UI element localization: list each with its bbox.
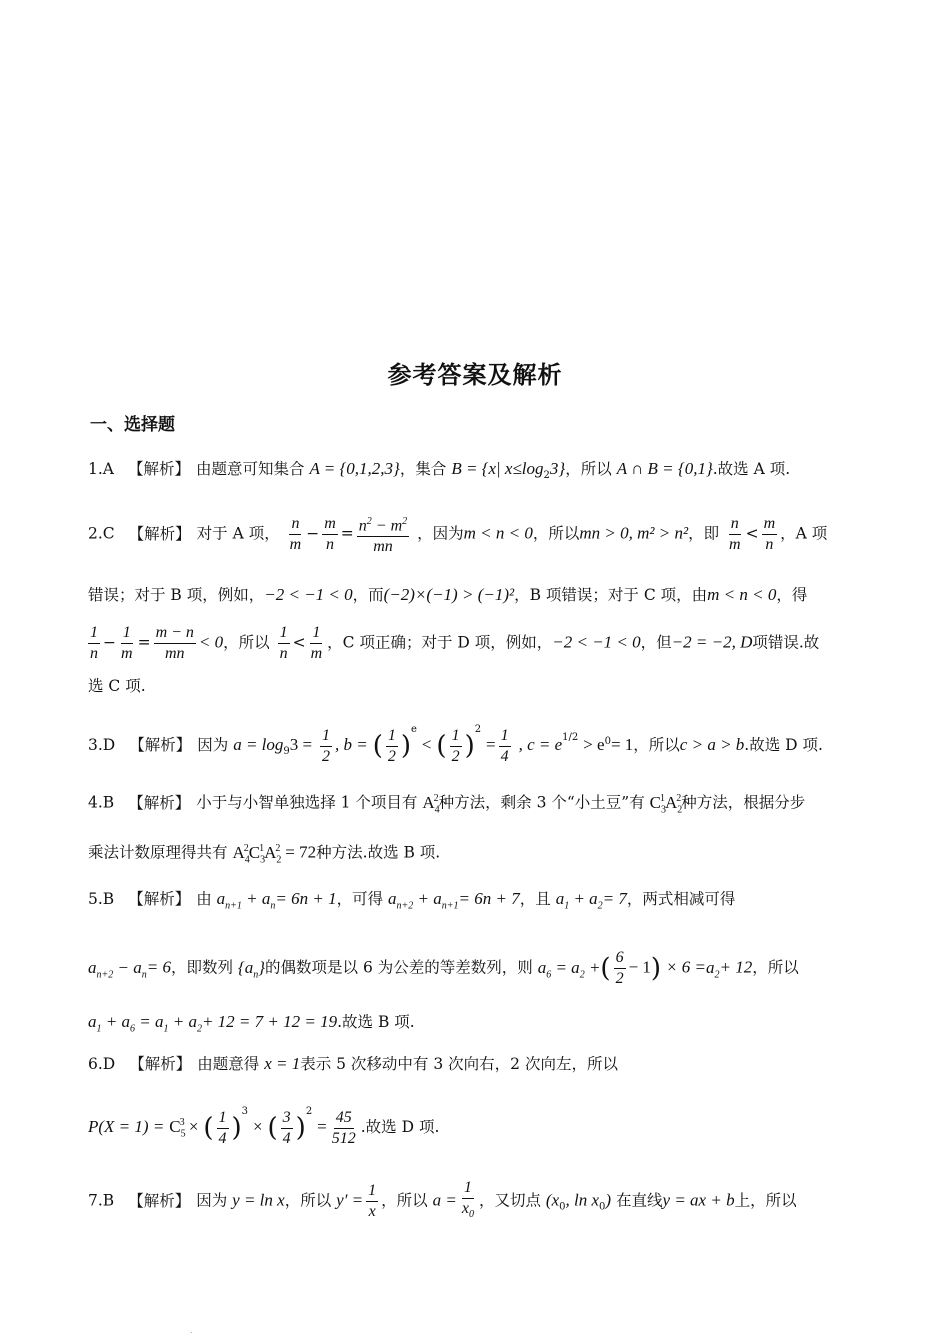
q2-line-2: 错误；对于 B 项，例如，−2 < −1 < 0，而(−2)×(−1) > (−1)²，B 项错误；对于 C 项，由m < n < 0，得: [88, 585, 808, 604]
q5-line-2: $a_{n+2} - a_n= 6$，即数列 $\{a_n\}$的偶数项是以 6 为公差的等差数列，则 $a_6 = a_2$ +( $\frac{6}{2}$ − $1) \times 6 =a_2+ 12$，所以: [88, 949, 799, 987]
q1-line: 1.A 【解析】 由题意可知集合 A = {0,1,2,3}，集合 B = {x| $x\le\log_23$}，所以 A ∩ B = {0,1}.故选 A 项.: [88, 459, 791, 482]
q2-line-1: 2.C 【解析】 对于 A 项， $\frac{n}{m}$ − $\frac{m}{n}$ = $\frac{n^2 - m^2}{mn}$ ，因为m < n < 0，所以mn > 0, m² > n²，即 $\frac{n}{m}$ < $\frac{m}{n}$ ，A 项: [88, 512, 858, 557]
q5-line-3: $a_1 + a_6 = a_1 + a_2+ 12 = 7 + 12 = 19$.故选 B 项.: [88, 1012, 415, 1035]
q6-line-1: 6.D 【解析】 由题意得 x = 1表示 5 次移动中有 3 次向右，2 次向左，所以: [88, 1054, 618, 1073]
footer-mark: .: [190, 1326, 193, 1335]
q3-line: 3.D 【解析】 因为 $a = \log_93$ = $\frac{1}{2}$ , b = ( $\frac{1}{2}$ )$^e$ < ( $\frac{1}{2}$ )$^2$ = $\frac{1}{4}$ , $c = e^{1/2} > e^0= 1$，所以c > a > b.故选 D 项.: [88, 724, 823, 765]
q7-line: 7.B 【解析】 因为 y = ln x，所以 y′ = $\frac{1}{x}$ ，所以 a = $\frac{1}{x_0}$ ，又切点 ($x_0$, $\ln x_0$) 在直线y = ax + b上，所以: [88, 1179, 797, 1221]
q2-line-4: 选 C 项.: [88, 677, 146, 695]
q4-line-2: 乘法计数原理得共有 $A_4^2C_3^1A_2^2 = 72$种方法.故选 B 项.: [88, 842, 441, 866]
q2-line-3: $\frac{1}{n}$ − $\frac{1}{m}$ = $\frac{m - n}{mn}$ < 0，所以 $\frac{1}{n}$ < $\frac{1}{m}$ ，C 项正确；对于 D 项，例如，−2 < −1 < 0，但−2 = −2, D项错误.故: [90, 624, 820, 662]
q4-line-1: 4.B 【解析】 小于与小智单独选择 1 个项目有 $A_4^2$种方法，剩余 3 个“小土豆”有 $C_3^1A_2^2$种方法，根据分步: [88, 792, 806, 816]
q6-line-2: $P(X = 1) = C_5^3$ × ( $\frac{1}{4}$ )$^3$ × ( $\frac{3}{4}$ )$^2$ = $\frac{45}{512}$ .故选 D 项.: [88, 1106, 440, 1147]
q5-line-1: 5.B 【解析】 由 $a_{n+1} + a_n= 6n + 1$，可得 $a_{n+2} + a_{n+1}= 6n + 7$，且 $a_1 + a_2= 7$，两式相减可得: [88, 889, 736, 912]
section-heading: 一、选择题: [90, 415, 175, 435]
page-title: 参考答案及解析: [387, 360, 563, 389]
